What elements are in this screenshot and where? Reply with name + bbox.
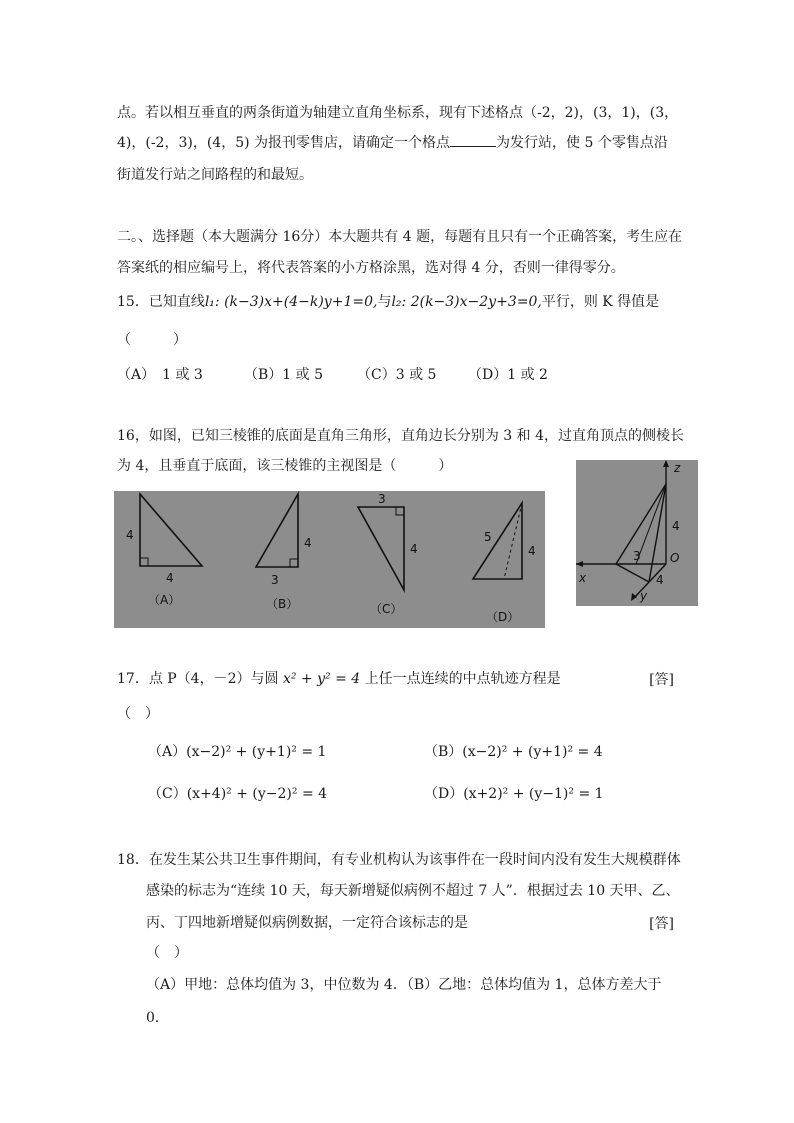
fig3d-y-label: y (640, 589, 648, 603)
q15-option-c[interactable]: （C）3 或 5 (357, 367, 437, 383)
q15-mid: 与 (377, 294, 392, 310)
q17-option-b[interactable]: （B）(x−2)² + (y+1)² = 4 (424, 744, 603, 760)
fig-d-right-num: 4 (528, 544, 536, 558)
q16-line-2: 为 4，且垂直于底面，该三棱锥的主视图是（ ） (117, 458, 453, 474)
section2-line-1: 二。、选择题（本大题满分 16分）本大题共有 4 题，每题有且只有一个正确答案，考生应在 (117, 229, 683, 245)
fig-a-left-num: 4 (126, 528, 134, 542)
fig-option-a[interactable] (126, 494, 202, 607)
fig-option-c[interactable] (358, 492, 418, 616)
fig-c-top-num: 3 (378, 492, 386, 506)
q16-line-1: 16，如图，已知三棱锥的底面是直角三角形，直角边长分别为 3 和 4，过直角顶点的侧棱长 (117, 428, 684, 444)
q18-option-line[interactable]: （A）甲地：总体均值为 3，中位数为 4．（B）乙地：总体均值为 1，总体方差大于 (146, 977, 662, 993)
intro-line-3: 街道发行站之间路程的和最短。 (117, 167, 313, 183)
q17-pre: 17．点 P（4，－2）与圆 (117, 671, 279, 687)
q18-option-line-cont: 0． (146, 1010, 169, 1026)
q17-option-c[interactable]: （C）(x+4)² + (y−2)² = 4 (148, 786, 328, 802)
fig3d-x-label: x (579, 571, 587, 585)
q15-prefix: 15．已知直线 (117, 294, 205, 310)
fig-a-caption: （A） (148, 593, 181, 607)
q18-line-2: 感染的标志为“连续 10 天，每天新增疑似病例不超过 7 人”．根据过去 10 天甲、乙、 (146, 883, 680, 899)
q17-paren: （ ） (117, 706, 159, 722)
q15-line1-eq: l₁: (k−3)x+(4−k)y+1=0, (204, 294, 378, 310)
fig-b-bottom-num: 3 (271, 573, 279, 587)
q15-stem (117, 292, 659, 312)
q15-paren: （ ） (117, 332, 187, 348)
fig-b-right-num: 4 (304, 536, 312, 550)
intro-line-1: 点。若以相互垂直的两条街道为轴建立直角坐标系，现有下述格点（-2，2)，(3，1)，(3， (117, 105, 679, 121)
fig3d-four-bottom-label: 4 (656, 573, 664, 587)
q18-line-1: 18．在发生某公共卫生事件期间，有专业机构认为该事件在一段时间内没有发生大规模群体 (117, 852, 681, 868)
q17-stem (117, 669, 561, 689)
fig-option-b[interactable] (256, 494, 312, 611)
q18-line-3: 丙、丁四地新增疑似病例数据，一定符合该标志的是 (146, 915, 468, 931)
fig-d-caption: （D） (486, 610, 520, 624)
section2-line-2: 答案纸的相应编号上，将代表答案的小方格涂黑，选对得 4 分，否则一律得零分。 (117, 260, 625, 276)
intro-line-2 (117, 133, 668, 153)
q15-line2-eq: l₂: 2(k−3)x−2y+3=0, (391, 294, 542, 310)
answer-blank[interactable] (450, 134, 496, 147)
q16-pyramid-figure (576, 460, 698, 606)
q16-options-figure (114, 491, 545, 628)
q17-option-a[interactable]: （A）(x−2)² + (y+1)² = 1 (148, 744, 327, 760)
fig-a-bottom-num: 4 (166, 571, 174, 585)
q15-option-d[interactable]: （D）1 或 2 (468, 367, 548, 383)
fig-option-d[interactable] (473, 503, 536, 624)
intro-line-2-pre: 4)，(-2，3)，(4，5) 为报刊零售店，请确定一个格点 (117, 135, 451, 151)
q17-circle-eq: x² + y² = 4 (282, 671, 361, 687)
q16-pyramid-svg (576, 460, 698, 606)
fig-c-right-num: 4 (410, 542, 418, 556)
fig3d-three-label: 3 (633, 549, 641, 563)
fig3d-origin-label: O (670, 551, 680, 565)
fig3d-height-label: 4 (672, 519, 680, 533)
q17-answer-tag: [答] (649, 672, 674, 688)
q17-post: 上任一点连续的中点轨迹方程是 (364, 671, 561, 687)
q15-suffix: 平行，则 K 得值是 (541, 294, 660, 310)
q15-option-a[interactable]: （A） 1 或 3 (117, 367, 203, 383)
q15-option-b[interactable]: （B）1 或 5 (244, 367, 324, 383)
q18-answer-tag: [答] (649, 916, 674, 932)
intro-line-2-post: 为发行站，使 5 个零售点沿 (496, 135, 668, 151)
fig-d-left-num: 5 (484, 530, 492, 544)
fig-b-caption: （B） (266, 597, 299, 611)
q16-options-svg (114, 491, 545, 628)
fig3d-z-label: z (674, 461, 681, 475)
q18-paren: （ ） (146, 945, 188, 961)
q17-option-d[interactable]: （D）(x+2)² + (y−1)² = 1 (424, 786, 604, 802)
fig-c-caption: （C） (370, 602, 403, 616)
